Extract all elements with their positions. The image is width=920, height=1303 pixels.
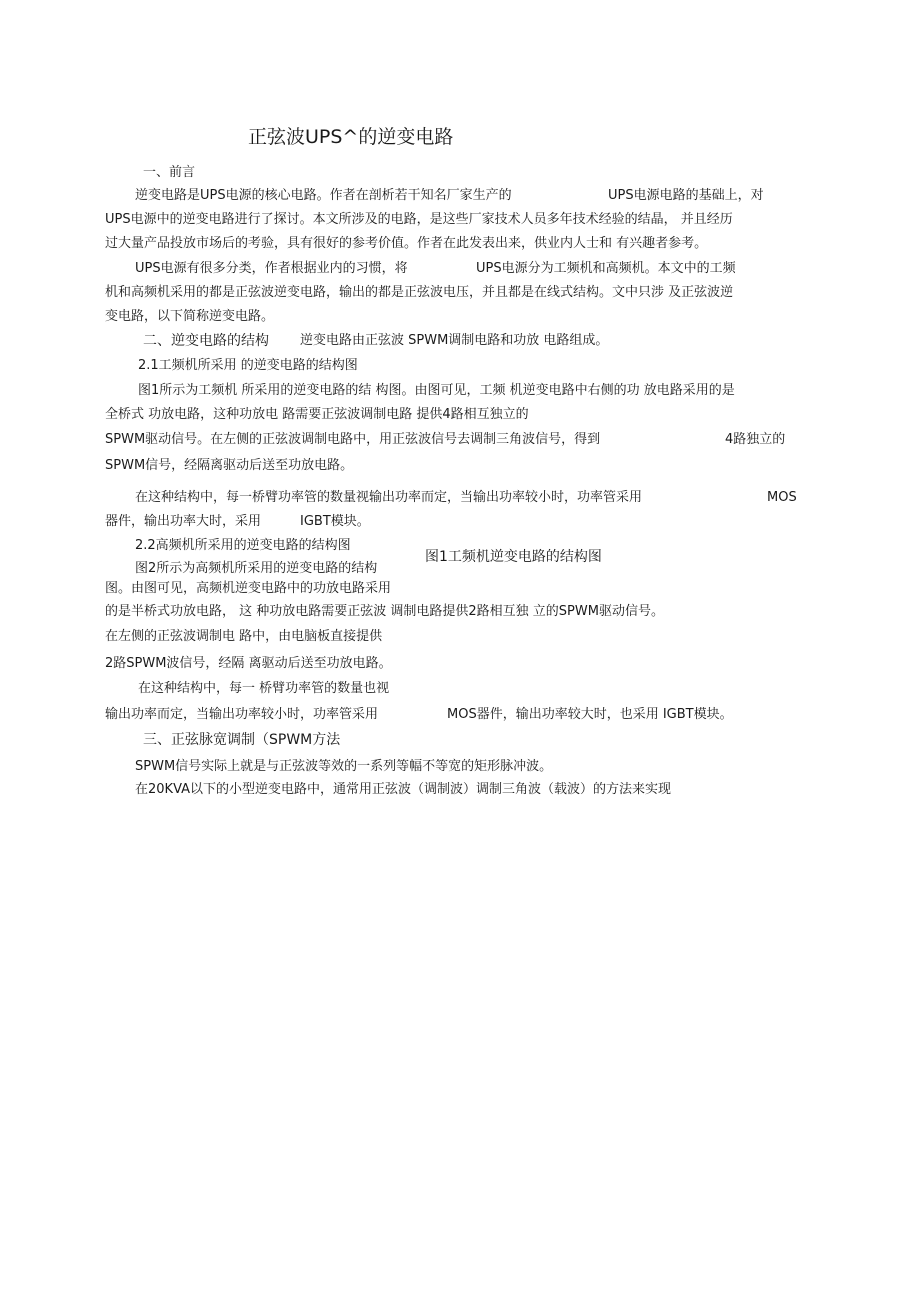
section2-sub2: 2.2高频机所采用的逆变电路的结构图	[135, 538, 351, 553]
document-title: 正弦波UPS^的逆变电路	[248, 126, 454, 148]
section2-p1-line3: SPWM驱动信号。在左侧的正弦波调制电路中，用正弦波信号去调制三角波信号，得到	[105, 432, 601, 447]
section1-p2-line3: 变电路，以下简称逆变电路。	[105, 309, 275, 324]
section1-p1-line3: 过大量产品投放市场后的考验，具有很好的参考价值。作者在此发表出来，供业内人士和 有兴趣者参考。	[105, 236, 708, 251]
section2-p4-line2b: MOS器件，输出功率较大时，也采用 IGBT模块。	[447, 707, 733, 722]
section1-p1-line2: UPS电源中的逆变电路进行了探讨。本文所涉及的电路，是这些厂家技术人员多年技术经验的结晶， 并且经历	[105, 212, 733, 227]
section2-p3-line5: 2路SPWM波信号，经隔 离驱动后送至功放电路。	[105, 656, 392, 671]
section1-p2-line1b: UPS电源分为工频机和高频机。本文中的工频	[476, 261, 736, 276]
section2-p2-line2b: IGBT模块。	[300, 514, 370, 529]
section2-heading: 二、逆变电路的结构	[143, 333, 269, 349]
section2-p3-line3: 的是半桥式功放电路， 这 种功放电路需要正弦波 调制电路提供2路相互独 立的SPWM驱动信号。	[105, 604, 664, 619]
section2-p1-line2: 全桥式 功放电路，这种功放电 路需要正弦波调制电路 提供4路相互独立的	[105, 407, 529, 422]
section2-p4-line2a: 输出功率而定，当输出功率较小时，功率管采用	[105, 707, 379, 722]
section2-p2-line1b: MOS	[767, 490, 797, 505]
section1-heading: 一、前言	[143, 165, 196, 180]
section2-p3-line4: 在左侧的正弦波调制电 路中，由电脑板直接提供	[105, 629, 383, 644]
section2-p2-line2a: 器件，输出功率大时，采用	[105, 514, 262, 529]
section2-p4-line1: 在这种结构中，每一 桥臂功率管的数量也视	[138, 681, 390, 696]
section2-sub1: 2.1工频机所采用 的逆变电路的结构图	[138, 358, 358, 373]
section3-p1: SPWM信号实际上就是与正弦波等效的一系列等幅不等宽的矩形脉冲波。	[135, 759, 553, 774]
figure1-caption: 图1工频机逆变电路的结构图	[425, 549, 602, 565]
section2-p3-line2: 图。由图可见，高频机逆变电路中的功放电路采用	[105, 581, 392, 596]
section2-intro: 逆变电路由正弦波 SPWM调制电路和功放 电路组成。	[300, 333, 609, 348]
section2-p3-line1: 图2所示为高频机所采用的逆变电路的结构	[135, 561, 378, 576]
section1-p2-line2: 机和高频机采用的都是正弦波逆变电路，输出的都是正弦波电压，并且都是在线式结构。文中只涉 及正弦波逆	[105, 285, 734, 300]
section2-p1-line1: 图1所示为工频机 所采用的逆变电路的结 构图。由图可见，工频 机逆变电路中右侧的功 放电路采用的是	[138, 383, 735, 398]
section3-heading: 三、正弦脉宽调制（SPWM方法	[143, 732, 341, 748]
section1-p1-line1a: 逆变电路是UPS电源的核心电路。作者在剖析若干知名厂家生产的	[135, 188, 512, 203]
section2-p1-line4: SPWM信号，经隔离驱动后送至功放电路。	[105, 458, 354, 473]
section1-p1-line1b: UPS电源电路的基础上，对	[608, 188, 764, 203]
section2-p1-line3b: 4路独立的	[725, 432, 786, 447]
section1-p2-line1a: UPS电源有很多分类，作者根据业内的习惯，将	[135, 261, 408, 276]
section2-p2-line1a: 在这种结构中，每一桥臂功率管的数量视输出功率而定，当输出功率较小时，功率管采用	[135, 490, 643, 505]
section3-p2: 在20KVA以下的小型逆变电路中，通常用正弦波（调制波）调制三角波（载波）的方法来实现	[135, 782, 672, 797]
